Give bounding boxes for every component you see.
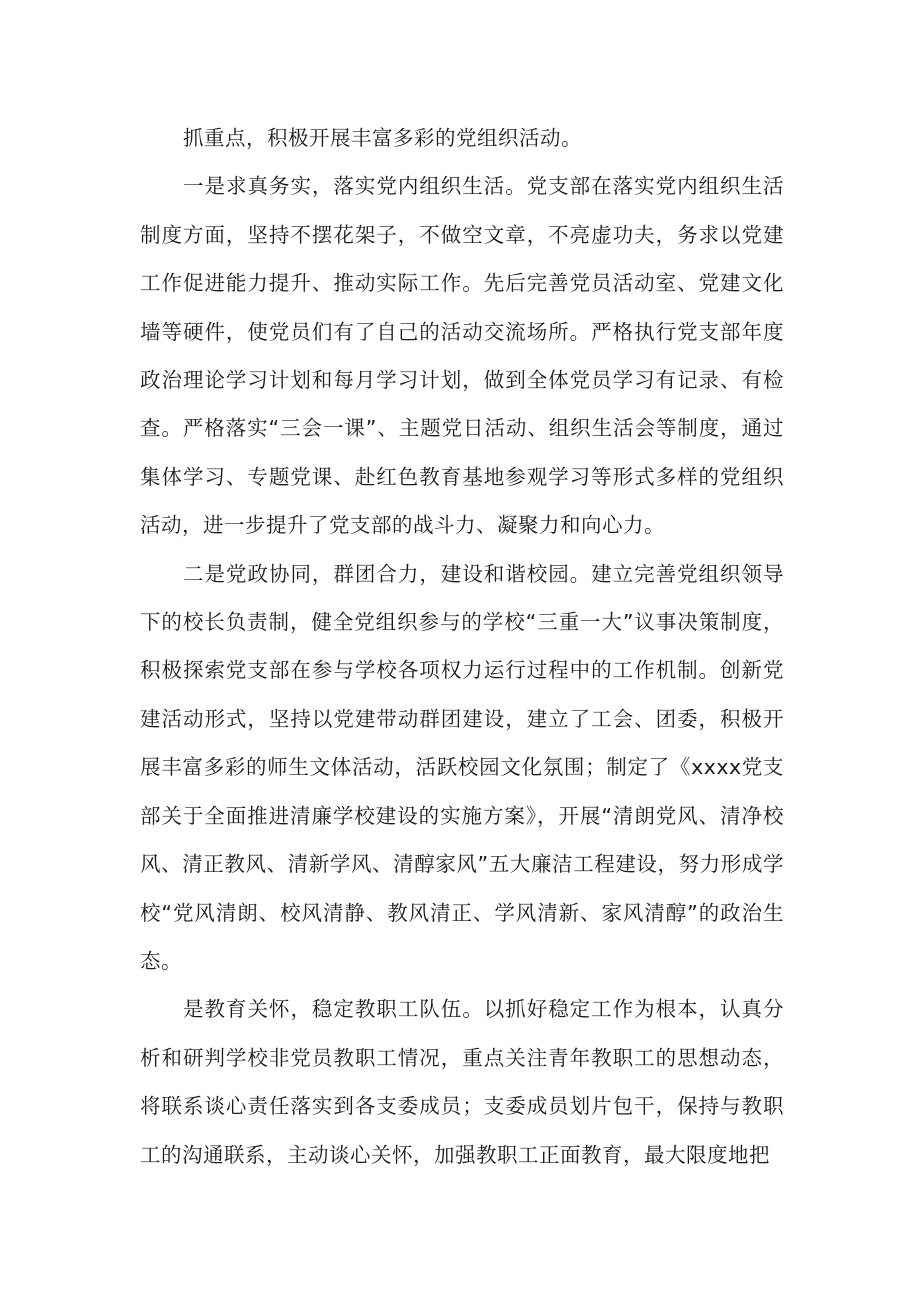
paragraph-4: 是教育关怀，稳定教职工队伍。以抓好稳定工作为根本，认真分析和研判学校非党员教职工情况，重点关注青年教职工的思想动态，将联系谈心责任落实到各支委成员；支委成员划片包干，保持与教职工的沟通联系，主动谈心关怀，加强教职工正面教育，最大限度地把 [140,997,784,1167]
paragraph-2: 一是求真务实，落实党内组织生活。党支部在落实党内组织生活制度方面，坚持不摆花架子，不做空文章，不亮虚功夫，务求以党建工作促进能力提升、推动实际工作。先后完善党员活动室、党建文化墙等硬件，使党员们有了自己的活动交流场所。严格执行党支部年度政治理论学习计划和每月学习计划，做到全体党员学习有记录、有检查。严格落实“三会一课”、主题党日活动、组织生活会等制度，通过集体学习、专题党课、赴红色教育基地参观学习等形式多样的党组织活动，进一步提升了党支部的战斗力、凝聚力和向心力。 [140,174,784,538]
paragraph-3: 二是党政协同，群团合力，建设和谐校园。建立完善党组织领导下的校长负责制，健全党组织参与的学校“三重一大”议事决策制度，积极探索党支部在参与学校各项权力运行过程中的工作机制。创新党建活动形式，坚持以党建带动群团建设，建立了工会、团委，积极开展丰富多彩的师生文体活动，活跃校园文化氛围；制定了《xxxx党支部关于全面推进清廉学校建设的实施方案》，开展“清朗党风、清净校风、清正教风、清新学风、清醇家风”五大廉洁工程建设，努力形成学校“党风清朗、校风清静、教风清正、学风清新、家风清醇”的政治生态。 [140,561,784,973]
paragraph-1: 抓重点，积极开展丰富多彩的党组织活动。 [183,126,583,150]
document-body [140,114,784,1179]
